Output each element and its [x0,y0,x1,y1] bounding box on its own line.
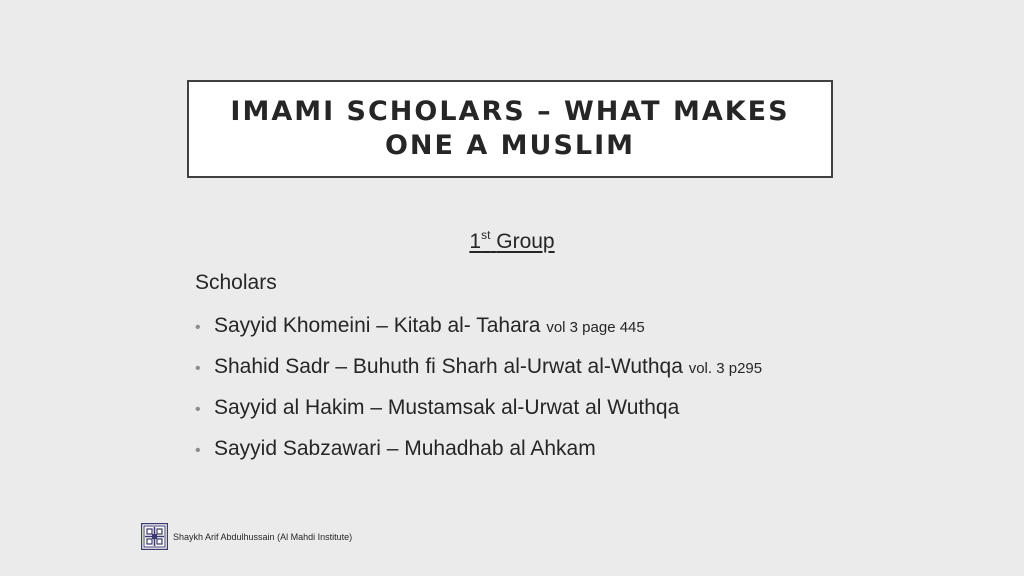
list-item [195,395,762,436]
scholars-label: Scholars [195,271,277,294]
scholar-list [195,313,762,477]
list-item [195,313,762,354]
scholar-work: Sayyid al Hakim – Mustamsak al-Urwat al Wuthqa [214,396,680,419]
list-item [195,354,762,395]
group-label: Group [496,230,555,253]
title-box [187,80,833,178]
group-number-suffix: st [481,228,491,242]
bullet-icon: • [195,401,201,418]
group-heading [400,229,624,255]
bullet-icon: • [195,360,201,377]
group-heading-underline [469,230,554,253]
footer [141,523,352,550]
bullet-icon: • [195,319,201,336]
slide-title: IMAMI SCHOLARS – WHAT MAKES ONE A MUSLIM [230,96,790,161]
scholar-work: Sayyid Sabzawari – Muhadhab al Ahkam [214,437,596,460]
scholar-reference: vol. 3 p295 [688,360,763,377]
footer-text: Shaykh Arif Abdulhussain (Al Mahdi Institute) [173,531,353,542]
group-number: 1 [469,230,482,253]
list-item [195,436,762,477]
scholar-work: Sayyid Khomeini – Kitab al- Tahara [214,314,541,337]
scholar-reference: vol 3 page 445 [546,319,645,336]
bullet-icon: • [195,442,201,459]
scholar-work: Shahid Sadr – Buhuth fi Sharh al-Urwat al-Wuthqa [214,355,683,378]
institute-logo-icon [141,523,168,550]
